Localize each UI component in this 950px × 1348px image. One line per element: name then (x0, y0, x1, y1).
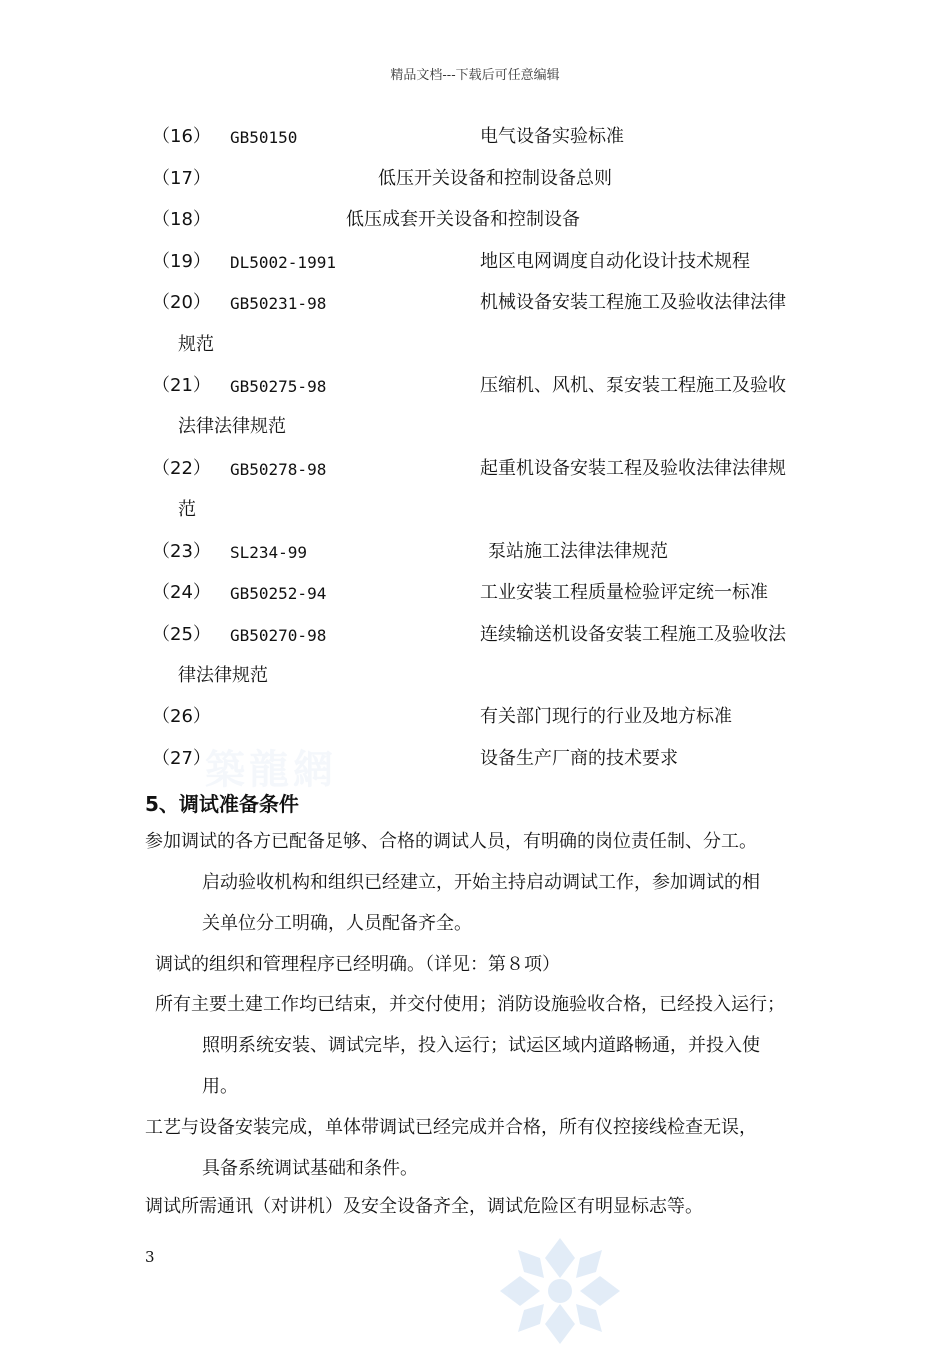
item-number: （18） (152, 209, 211, 230)
paragraph: 调试的组织和管理程序已经明确。（详见：第８项） (155, 954, 560, 975)
item-code: GB50252-94 (230, 584, 327, 603)
item-title-continuation: 律法律规范 (178, 665, 268, 686)
paragraph: 用。 (202, 1076, 238, 1097)
paragraph: 具备系统调试基础和条件。 (202, 1158, 418, 1179)
page-header: 精品文档---下载后可任意编辑 (390, 68, 560, 83)
item-title: 压缩机、风机、泵安装工程施工及验收 (480, 375, 786, 396)
item-code: SL234-99 (230, 543, 308, 562)
item-title: 有关部门现行的行业及地方标准 (480, 706, 732, 727)
paragraph: 所有主要土建工作均已结束，并交付使用；消防设施验收合格，已经投入运行； (155, 994, 785, 1015)
watermark-text: 築龍網 (205, 746, 337, 793)
item-number: （21） (152, 375, 211, 396)
item-title: 泵站施工法律法律规范 (488, 541, 668, 562)
paragraph: 关单位分工明确，人员配备齐全。 (202, 913, 472, 934)
page-number: 3 (145, 1248, 155, 1266)
paragraph: 工艺与设备安装完成，单体带调试已经完成并合格，所有仪控接线检查无误， (145, 1117, 757, 1138)
paragraph: 启动验收机构和组织已经建立，开始主持启动调试工作，参加调试的相 (202, 872, 760, 893)
item-number: （20） (152, 292, 211, 313)
paragraph: 参加调试的各方已配备足够、合格的调试人员，有明确的岗位责任制、分工。 (145, 831, 757, 852)
item-title-continuation: 规范 (178, 334, 214, 355)
item-title: 起重机设备安装工程及验收法律法律规 (480, 458, 786, 479)
item-title: 工业安装工程质量检验评定统一标准 (480, 582, 768, 603)
item-title: 机械设备安装工程施工及验收法律法律 (480, 292, 786, 313)
item-code: GB50150 (230, 128, 298, 147)
item-number: （22） (152, 458, 211, 479)
item-code: GB50270-98 (230, 626, 327, 645)
item-number: （26） (152, 706, 211, 727)
item-title-continuation: 范 (178, 499, 196, 520)
watermark-logo-icon (500, 1238, 620, 1348)
item-code: GB50278-98 (230, 460, 327, 479)
item-number: （23） (152, 541, 211, 562)
item-number: （17） (152, 168, 211, 189)
item-title: 低压成套开关设备和控制设备 (346, 209, 580, 230)
item-code: GB50231-98 (230, 294, 327, 313)
item-title: 地区电网调度自动化设计技术规程 (480, 251, 750, 272)
item-title: 设备生产厂商的技术要求 (480, 748, 678, 769)
item-number: （25） (152, 624, 211, 645)
paragraph: 调试所需通讯（对讲机）及安全设备齐全，调试危险区有明显标志等。 (145, 1196, 703, 1217)
item-title-continuation: 法律法律规范 (178, 416, 286, 437)
section-heading: 5、调试准备条件 (145, 792, 299, 816)
item-code: GB50275-98 (230, 377, 327, 396)
item-number: （27） (152, 748, 211, 769)
item-title: 低压开关设备和控制设备总则 (378, 168, 612, 189)
item-title: 电气设备实验标准 (480, 126, 624, 147)
item-number: （16） (152, 126, 211, 147)
item-code: DL5002-1991 (230, 253, 336, 272)
item-number: （19） (152, 251, 211, 272)
item-number: （24） (152, 582, 211, 603)
paragraph: 照明系统安装、调试完毕，投入运行；试运区域内道路畅通，并投入使 (202, 1035, 760, 1056)
item-title: 连续输送机设备安装工程施工及验收法 (480, 624, 786, 645)
